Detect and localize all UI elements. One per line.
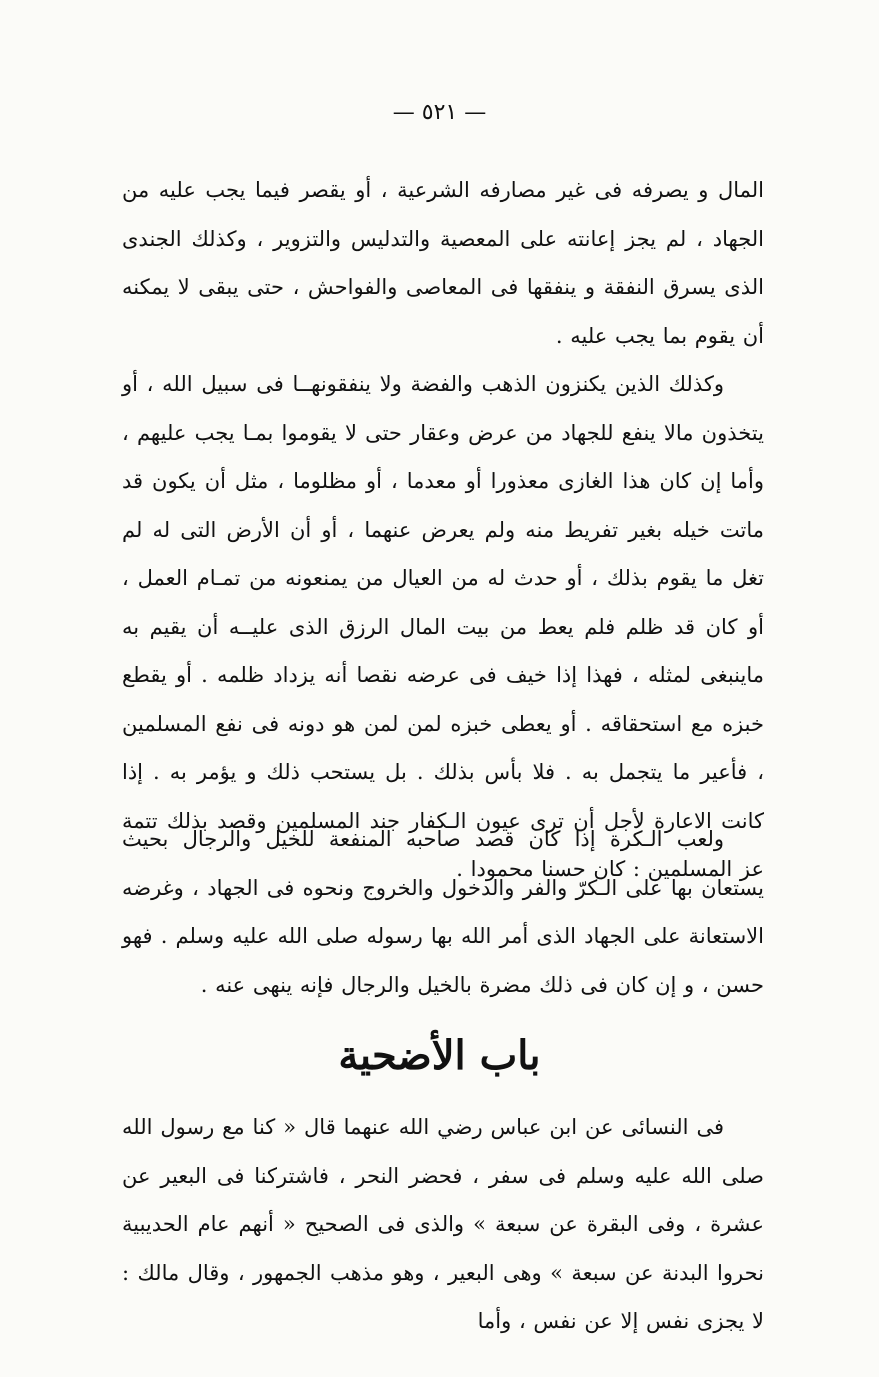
text-block-top xyxy=(122,166,764,894)
paragraph-treasure-hoarders: وكذلك الذين يكنزون الذهب والفضة ولا ينفقونهــا فى سبيل الله ، أو يتخذون مالا ينفع للجهاد من عرض وعقار حتى لا يقوموا بمـا يجب عليهم ، وأما إن كان هذا الغازى معذورا أو معدما ، أو مظلوما ، مثل أن يكون قد ماتت خيله بغير تفريط منه ولم يعرض عنهما ، أو أن الأرض التى له لم تغل ما يقوم بذلك ، أو حدث له من العيال من يمنعونه من تمـام العمل ، أو كان قد ظلم فلم يعط من بيت المال الرزق الذى عليــه أن يقيم به ماينبغى لمثله ، فهذا إذا خيف فى عرضه نقصا أنه يزداد ظلمه . أو يقطع خبزه مع استحقاقه . أو يعطى خبزه لمن لمن هو دونه فى نفع المسلمين ، فأعير ما يتجمل به . فلا بأس بذلك . بل يستحب ذلك و يؤمر به . إذا كانت الاعارة لأجل أن ترى عيون الـكفار جند المسلمين وقصد بذلك تتمة عز المسلمين : كان حسنا محمودا . xyxy=(122,372,764,881)
text-block-middle xyxy=(122,815,764,1009)
text-block-bottom xyxy=(122,1103,764,1346)
page-number: — ٥٢١ — xyxy=(392,100,487,125)
paragraph-sacrifice: فى النسائى عن ابن عباس رضي الله عنهما قال « كنا مع رسول الله صلى الله عليه وسلم فى سفر ، فحضر النحر ، فاشتركنا فى البعير عن عشرة ، وفى البقرة عن سبعة » والذى فى الصحيح « أنهم عام الحديبية نحروا البدنة عن سبعة » وهى البعير ، وهو مذهب الجمهور ، وقال مالك : لا يجزى نفس إلا عن نفس ، وأما xyxy=(122,1115,764,1333)
paragraph-continuation: المال و يصرفه فى غير مصارفه الشرعية ، أو يقصر فيما يجب عليه من الجهاد ، لم يجز إعانته على المعصية والتدليس والتزوير ، وكذلك الجندى الذى يسرق النفقة و ينفقها فى المعاصى والفواحش ، حتى يبقى لا يمكنه أن يقوم بما يجب عليه . xyxy=(122,178,764,348)
section-heading: باب الأضحية xyxy=(338,1032,541,1079)
paragraph-ball-game: ولعب الـكرة إذا كان قصد صاحبه المنفعة للخيل والرجال بحيث يستعان بها على الـكرّ والفر والدخول والخروج ونحوه فى الجهاد ، وغرضه الاستعانة على الجهاد الذى أمر الله بها رسوله صلى الله عليه وسلم . فهو حسن ، و إن كان فى ذلك مضرة بالخيل والرجال فإنه ينهى عنه . xyxy=(122,827,764,997)
